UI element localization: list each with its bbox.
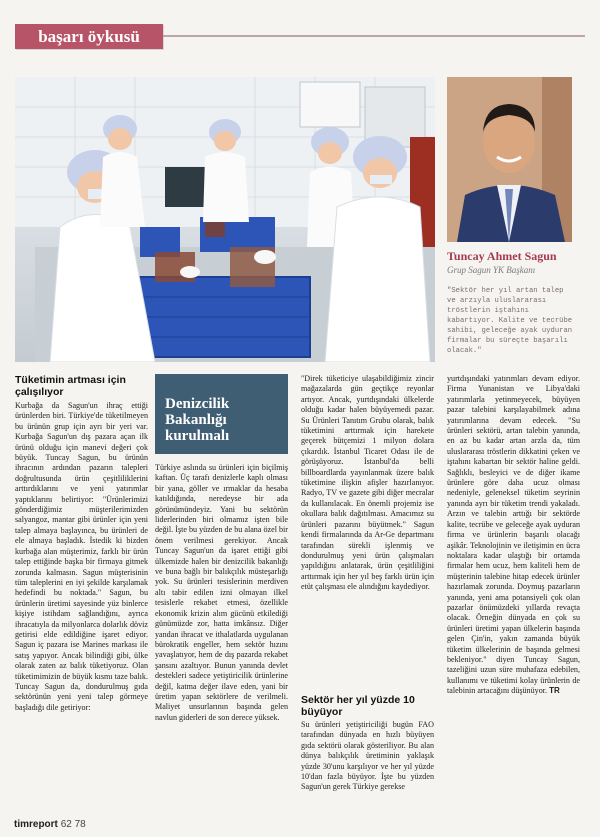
column4-text: [447, 374, 580, 697]
pull-quote: "Sektör her yıl artan talep ve arzıyla uluslararası tröstlerin iştahını kabartıyor. Kalite ve tecrübe sahibi, geleceğe ayak uyduran firmalar bu süreçte başarılı olacak.": [447, 287, 573, 355]
section-label: başarı öykusü: [15, 24, 163, 49]
magazine-name: timreport: [14, 819, 58, 830]
footer-brand: [14, 819, 86, 830]
person-name: Tuncay Ahmet Sagun: [447, 249, 557, 263]
column3-text-cont: Su ürünleri yetiştiriciliği bugün FAO tarafından dünyada en hızlı büyüyen gıda sektörü olarak gösteriliyor. Bu alan dünya balıkçılık üretiminin yaklaşık yüzde 30'unu karşılıyor ve her yıl yüzde 10'dan fazla büyüyor. İşte bu yüzden Sagun'un gerek Türkiye gerekse: [301, 720, 434, 792]
column2-text: Türkiye aslında su ürünleri için biçilmiş kaftan. Üç tarafı denizlerle kaplı olması bir yana, göller ve ırmaklar da hesaba katıldığında, neredeyse bir ada görünümündeyiz. Yani bu sektörün liderlerinden biri olmamız işten bile değil. İşte bu yüzden de bu alana özel bir önem verilmesi gerekiyor. Ancak Tuncay Sagun'un da işaret ettiği gibi ülkemizde halen bir denizcilik bakanlığı ve buna bağlı bir balıkçılık müsteşarlığı yok. Su ürünleri tesislerinin merdiven altı tabir edilen izni olmayan ilkel tesislerle rekabet etmesi, özellikle ekonomik krizin alım gücünü etkilediği günümüzde zor, hatta imkânsız. Diğer yandan ihracat ve ithalatlarda uygulanan bürokratik engeller, hem sektör hızını yavaşlatıyor, hem de dış pazarda rekabet şansını azaltıyor. Bunun yanında devlet destekleri sadece yetiştiricilik ürünlerine değil, katma değer ilave eden, yani bir üretim yapan sektörlere de verilmeli. Maliyet unsurlarının başında gelen navlun giderleri de son derece yüksek.: [155, 463, 288, 722]
person-role: Grup Sagun YK Başkanı: [447, 265, 536, 275]
column1-text: Kurbağa da Sagun'un ihraç ettiği ürünlerden biri. Türkiye'de tüketilmeyen bu ürünün grup için ayrı bir yeri var. Kurbağa Sagun'un dış pazara açan ilk ürünü olduğu için manevi değeri çok büyük. Tuncay Sagun, bu ürünün ihracının ardından pazarın talepleri doğrultusunda ürün çeşitliliklerini arttırdıklarını ve yeni yatırımlar yaptıklarını belirtiyor: "Ürünlerimizi gönderdiğimiz müşterilerimizden salyangoz, mantar gibi ürünler için yeni talep almaya başlayınca, bu ürünleri de ele almaya başladık. İstedik ki bizden kurbağa alan müşterimiz, farklı bir ürün talep ettiğinde başka bir firmaya gitmek zorunda kalmasın. Sagun müşterisinin tüm taleplerini en iyi şekilde karşılamak hedefindi bu noktada." Sagun, bu ürünlerin üretimi sayesinde yüz binlerce kişiye istihdam sağlandığını, ayrıca ihracatıyla da milyonlarca dolarlık döviz getirisi elde edildiğine işaret ediyor. Sagun iç pazara ise Marines markası ile satış yapıyor. Ancak bilindiği gibi, ülke olarak zaten az balık tüketiyoruz. Olan tüketimimizin de büyük kısmı taze balık. Tuncay Sagun da, dondurulmuş gıda sektörünün yeni yeni talep görmeye başladığı dile getiriyor:: [15, 401, 148, 712]
highlight-box-title: Denizcilik Bakanlığı kurulmalı: [155, 374, 288, 454]
column1-heading: Tüketimin artması için çalışılıyor: [15, 374, 126, 398]
column4-body: yurtdışındaki yatırımları devam ediyor. Firma Yunanistan ve Libya'daki yatırımlarla yetinmeyecek, büyüyen pazar talebini karşılayabilmek adına yatırımlarına devam edecek. "Su ürünleri sektörü, artan talebin yanında, en az bu kadar artan arzla da, tüm uluslararası tröstlerin dikkatini çeken ve iştahını kabartan bir sektör haline geldi. Sağlıklı, besleyici ve de diğer ikame ürünlere göre daha ucuz olması nedeniyle, geleneksel tüketim seyrinin yanında ayrı bir tüketim trendi yakaladı. Arzın ve talebin arttığı bir sektörde kalite, tecrübe ve geleceğe ayak uyduran firma ve ürünlerin başarılı olacağı aşikâr. Teknolojinin ve iletişimin en ücra noktalara kadar ulaştığı bir ortamda firmalar hem ucuz, hem kaliteli hem de müşterinin talebine hitap edecek ürünler hazırlamak zorunda. Doymuş pazarların yanında, yeni ama potansiyeli çok olan pazarlar önümüzdeki yıllarda revaçta olacak. Örneğin dünyada en çok su ürünleri üretimi yapan ülkelerin başında gelen Çin'in, yakın zamanda büyük tüketim ülkelerinin de başında gelmesi bekleniyor." diyen Tuncay Sagun, tazeliğini uzun süre muhafaza edebilen, kullanımı ve tüketimi kolay ürünlerin de talebinin artacağını düşünüyor.: [447, 374, 580, 696]
portrait-photo: [447, 77, 572, 242]
main-photo: [15, 77, 435, 362]
article-end-mark: TR: [549, 686, 560, 696]
page-number: 62 78: [60, 819, 86, 830]
column3-heading: Sektör her yıl yüzde 10 büyüyor: [301, 694, 415, 718]
column3-text: "Direk tüketiciye ulaşabildiğimiz zincir mağazalarda gün geçtikçe reyonlar artıyor. Ancak, yurtdışındaki ülkelerde olduğu kadar halen büyüyemedi pazar. Su Ürünleri Tanıtım Grubu olarak, balık tüketimini arttırmak için harekete geçerek bütçemizi 1 milyon dolara çıkardık. İstanbul Ticaret Odası ile de görüşüyoruz. İstanbul'da belli billboardlarda yayınlanmak üzere balık tüketimine ilişkin afişler hazırlanıyor. Radyo, TV ve gazete gibi diğer mecralar da kullanılacak. En önemli projemiz ise okullara balık dağıtılması. Amacımız su ürünleri pazarını büyütmek." Sagun kendi firmalarında da Ar-Ge departmanı tarafından sürekli işlenmiş ve dondurulmuş yeni ürün çalışmaları yapıldığını anlatarak, ürün çeşitliliğini arttırmak için her yıl beş farklı ürün için etüt çalışması ele alındığını kaydediyor.: [301, 374, 434, 592]
section-divider: [163, 35, 585, 37]
